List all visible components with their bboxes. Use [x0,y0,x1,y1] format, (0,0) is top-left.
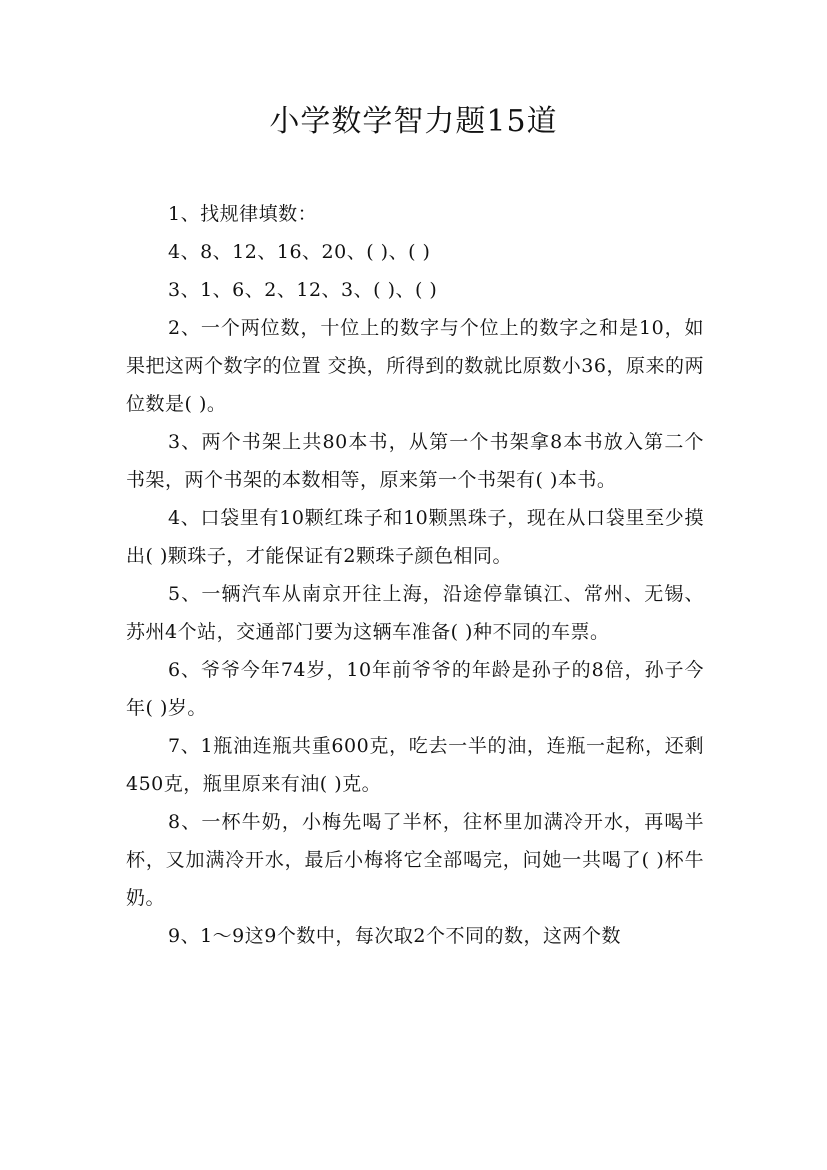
question-9: 9、1～9这9个数中，每次取2个不同的数，这两个数 [168,925,621,947]
question-3: 3、两个书架上共80本书，从第一个书架拿8本书放入第二个书架，两个书架的本数相等，原来第一个书架有( )本书。 [126,431,704,491]
question-1-sequence-b: 3、1、6、2、12、3、( )、( ) [168,279,438,301]
question-6: 6、爷爷今年74岁，10年前爷爷的年龄是孙子的8倍，孙子今年( )岁。 [126,659,704,719]
document-body [126,195,704,955]
question-2: 2、一个两位数，十位上的数字与个位上的数字之和是10，如果把这两个数字的位置 交换，所得到的数就比原数小36，原来的两位数是( )。 [126,317,704,415]
question-7: 7、1瓶油连瓶共重600克，吃去一半的油，连瓶一起称，还剩450克，瓶里原来有油( )克。 [126,735,704,795]
question-1-heading: 1、找规律填数： [168,203,318,225]
question-4: 4、口袋里有10颗红珠子和10颗黑珠子，现在从口袋里至少摸出( )颗珠子，才能保证有2颗珠子颜色相同。 [126,507,704,567]
question-1-sequence-a: 4、8、12、16、20、( )、( ) [168,241,431,263]
question-5: 5、一辆汽车从南京开往上海，沿途停靠镇江、常州、无锡、苏州4个站，交通部门要为这辆车准备( )种不同的车票。 [126,583,704,643]
document-title: 小学数学智力题15道 [269,104,558,139]
question-8: 8、一杯牛奶，小梅先喝了半杯，往杯里加满冷开水，再喝半杯，又加满冷开水，最后小梅将它全部喝完，问她一共喝了( )杯牛奶。 [126,811,704,909]
